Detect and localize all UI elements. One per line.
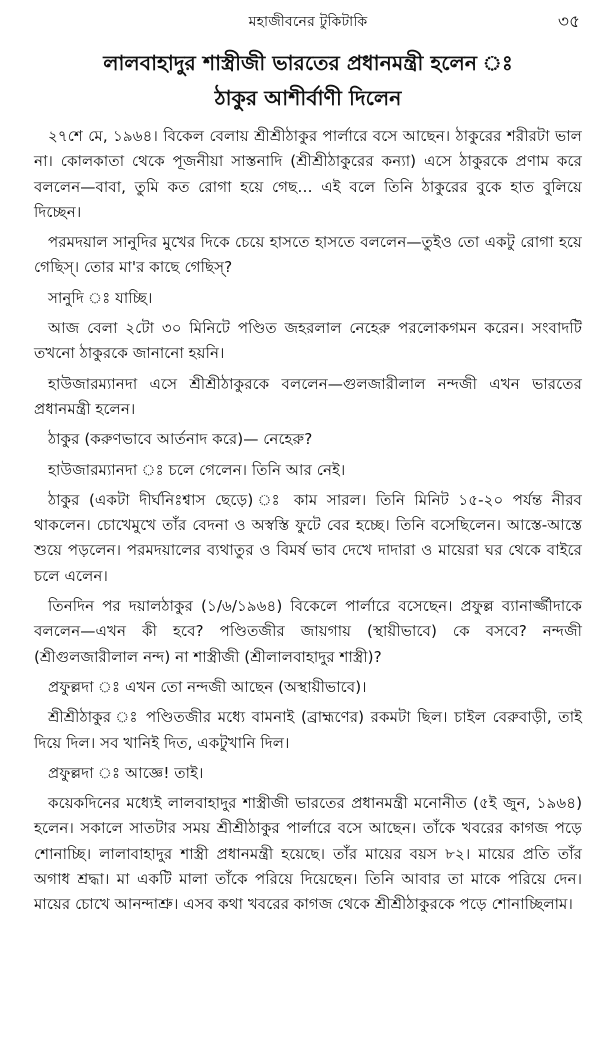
page-number: ৩৫ xyxy=(557,12,580,32)
paragraph: শ্রীশ্রীঠাকুর ঃ পণ্ডিতজীর মধ্যে বামনাই (ব্রাহ্মণের) রকমটা ছিল। চাইল বেরুবাড়ী, তাই দিয়ে দিল। সব খানিই দিত, একটুখানি দিল। xyxy=(34,708,582,752)
paragraph: প্রফুল্লদা ঃ এখন তো নন্দজী আছেন (অস্থায়ীভাবে)। xyxy=(48,677,367,696)
body-text xyxy=(34,124,582,918)
paragraph: হাউজারম্যানদা ঃ চলে গেলেন। তিনি আর নেই। xyxy=(48,460,346,479)
paragraph: প্রফুল্লদা ঃ আজ্ঞে! তাই। xyxy=(48,763,204,782)
paragraph: তিনদিন পর দয়ালঠাকুর (১/৬/১৯৬৪) বিকেলে পার্লারে বসেছেন। প্রফুল্ল ব্যানার্জ্জীদাকে বললেন—এখন কী হবে? পণ্ডিতজীর জায়গায় (স্থায়ীভাবে) কে বসবে? নন্দজী (শ্রীগুলজারীলাল নন্দ) না শাস্ত্রীজী (শ্রীলালবাহাদুর শাস্ত্রী)? xyxy=(34,597,582,666)
paragraph: ঠাকুর (একটা দীর্ঘনিঃশ্বাস ছেড়ে) ঃ কাম সারল। তিনি মিনিট ১৫-২০ পর্যন্ত নীরব থাকলেন। চোখেমুখে তাঁর বেদনা ও অস্বস্তি ফুটে বের হচ্ছে। তিনি বসেছিলেন। আস্তে-আস্তে শুয়ে পড়লেন। পরমদয়ালের ব্যথাতুর ও বিমর্ষ ভাব দেখে দাদারা ও মায়েরা ঘর থেকে বাইরে চলে এলেন। xyxy=(34,490,582,585)
chapter-title-line-2: ঠাকুর আশীর্বাণী দিলেন xyxy=(214,86,402,110)
paragraph: ২৭শে মে, ১৯৬৪। বিকেল বেলায় শ্রীশ্রীঠাকুর পার্লারে বসে আছেন। ঠাকুরের শরীরটা ভাল না। কোলকাতা থেকে পূজনীয়া সাস্তনাদি (শ্রীশ্রীঠাকুরের কন্যা) এসে ঠাকুরকে প্রণাম করে বললেন—বাবা, তুমি কত রোগা হয়ে গেছ… এই বলে তিনি ঠাকুরের বুকে হাত বুলিয়ে দিচ্ছেন। xyxy=(34,127,582,221)
paragraph: ঠাকুর (করুণভাবে আর্তনাদ করে)— নেহেরু? xyxy=(48,430,313,449)
chapter-title xyxy=(34,46,582,116)
paragraph: পরমদয়াল সানুদির মুখের দিকে চেয়ে হাসতে হাসতে বললেন—তুইও তো একটু রোগা হয়ে গেছিস্‌। তোর মা'র কাছে গেছিস্‌? xyxy=(34,233,582,277)
paragraph: আজ বেলা ২টো ৩০ মিনিটে পণ্ডিত জহরলাল নেহেরু পরলোকগমন করেন। সংবাদটি তখনো ঠাকুরকে জানানো হয়নি। xyxy=(34,319,582,363)
running-title: মহাজীবনের টুকিটাকি xyxy=(248,14,368,30)
paragraph: কয়েকদিনের মধ্যেই লালবাহাদুর শাস্ত্রীজী ভারতের প্রধানমন্ত্রী মনোনীত (৫ই জুন, ১৯৬৪) হলেন। সকালে সাতটার সময় শ্রীশ্রীঠাকুর পার্লারে বসে আছেন। তাঁকে খবরের কাগজ পড়ে শোনাচ্ছি। লালাবাহাদুর শাস্ত্রী প্রধানমন্ত্রী হয়েছে। তাঁর মায়ের বয়স ৮২। মায়ের প্রতি তাঁর অগাধ শ্রদ্ধা। মা একটি মালা তাঁকে পরিয়ে দিয়েছেন। তিনি আবার তা মাকে পরিয়ে দেন। মায়ের চোখে আনন্দাশ্রু। এসব কথা খবরের কাগজ থেকে শ্রীশ্রীঠাকুরকে পড়ে শোনাচ্ছিলাম। xyxy=(34,794,582,914)
chapter-title-line-1: লালবাহাদুর শাস্ত্রীজী ভারতের প্রধানমন্ত্রী হলেন ঃ xyxy=(103,51,513,75)
paragraph: হাউজারম্যানদা এসে শ্রীশ্রীঠাকুরকে বললেন—গুলজারীলাল নন্দজী এখন ভারতের প্রধানমন্ত্রী হলেন। xyxy=(34,374,582,418)
running-header xyxy=(34,0,582,44)
paragraph: সানুদি ঃ যাচ্ছি। xyxy=(48,288,153,307)
